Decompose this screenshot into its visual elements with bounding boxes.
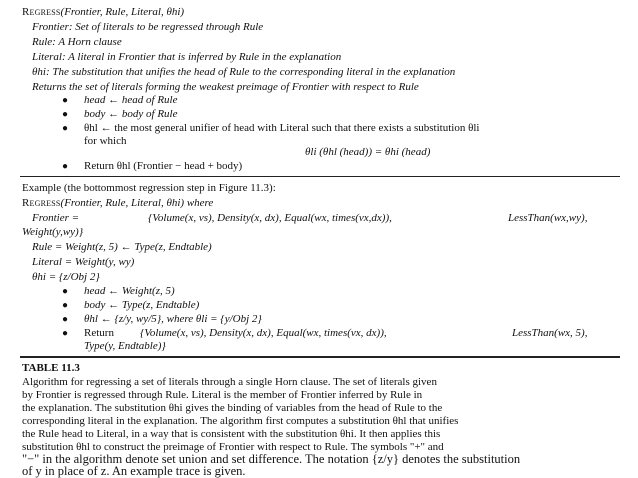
example-step-unifier: θhl ← {z/y, wy/5}, where θli = {y/Obj 2} <box>84 313 262 325</box>
caption-line: Algorithm for regressing a set of literals through a single Horn clause. The set of literals given <box>22 376 437 388</box>
step-unifier: θhl ← the most general unifier of head with Literal such that there exists a substitution θli <box>84 122 480 134</box>
param-frontier: Frontier: Set of literals to be regressed through Rule <box>32 21 264 33</box>
example-return-cont: Type(y, Endtable)} <box>84 340 166 352</box>
example-frontier-tail: LessThan(wx,wy), <box>508 212 588 224</box>
example-step-head: head ← Weight(z, 5) <box>84 285 175 297</box>
bullet-icon: ● <box>62 95 69 106</box>
caption-line: "−" in the algorithm denote set union and set difference. The notation {z/y} denotes the substitution <box>22 452 521 466</box>
bullet-icon: ● <box>62 286 69 297</box>
example-return-label: Return <box>84 327 114 339</box>
table-bottom-rule <box>20 356 620 358</box>
example-call-args: (Frontier, Rule, Literal, θhi) where <box>60 197 214 209</box>
bullet-icon: ● <box>62 109 69 120</box>
bullet-icon: ● <box>62 123 69 134</box>
param-literal: Literal: A literal in Frontier that is inferred by Rule in the explanation <box>32 51 342 63</box>
example-call <box>22 197 213 210</box>
algorithm-name: Regress <box>22 6 61 18</box>
example-literal: Literal = Weight(y, wy) <box>32 256 135 268</box>
algorithm-args: (Frontier, Rule, Literal, θhi) <box>60 6 185 18</box>
algorithm-signature <box>22 6 184 19</box>
param-theta: θhi: The substitution that unifies the head of Rule to the corresponding literal in the explanation <box>32 66 456 78</box>
caption-line: substitution θhl to construct the preimage of Frontier with respect to Rule. The symbols "+" and <box>22 441 444 453</box>
param-rule: Rule: A Horn clause <box>32 36 122 48</box>
example-call-name: Regress <box>22 197 61 209</box>
unifier-equation: θli (θhl (head)) = θhi (head) <box>305 146 431 158</box>
example-theta: θhi = {z/Obj 2} <box>32 271 100 283</box>
caption-line: the explanation. The substitution θhi gives the binding of variables from the head of Rule to the <box>22 402 443 414</box>
caption-line: the Rule head to Literal, in a way that is consistent with the substitution θhi. It then applies this <box>22 428 441 440</box>
example-heading: Example (the bottommost regression step in Figure 11.3): <box>22 182 276 194</box>
bullet-icon: ● <box>62 314 69 325</box>
example-step-body: body ← Type(z, Endtable) <box>84 299 200 311</box>
returns-line: Returns the set of literals forming the weakest preimage of Frontier with respect to Rule <box>32 81 419 93</box>
step-body: body ← body of Rule <box>84 108 178 120</box>
bullet-icon: ● <box>62 161 69 172</box>
caption-line: by Frontier is regressed through Rule. Literal is the member of Frontier inferred by Rule in <box>22 389 423 401</box>
bullet-icon: ● <box>62 328 69 339</box>
example-frontier-label: Frontier = <box>32 212 80 224</box>
example-return-tail: LessThan(wx, 5), <box>512 327 588 339</box>
step-head: head ← head of Rule <box>84 94 178 106</box>
caption-line: of y in place of z. An example trace is given. <box>22 464 246 478</box>
section-divider <box>20 176 620 177</box>
return-step: Return θhl (Frontier − head + body) <box>84 160 243 172</box>
example-frontier-cont: Weight(y,wy)} <box>22 226 84 238</box>
caption-title: TABLE 11.3 <box>22 362 80 374</box>
example-frontier-value: {Volume(x, vs), Density(x, dx), Equal(wx, times(vx,dx)), <box>148 212 392 224</box>
example-rule: Rule = Weight(z, 5) ← Type(z, Endtable) <box>32 241 212 253</box>
bullet-icon: ● <box>62 300 69 311</box>
caption-line: corresponding literal in the explanation. The algorithm first computes a substitution θhl that unifies <box>22 415 459 427</box>
step-unifier-cont: for which <box>84 135 127 147</box>
example-return-value: {Volume(x, vs), Density(x, dx), Equal(wx, times(vx, dx)), <box>140 327 387 339</box>
